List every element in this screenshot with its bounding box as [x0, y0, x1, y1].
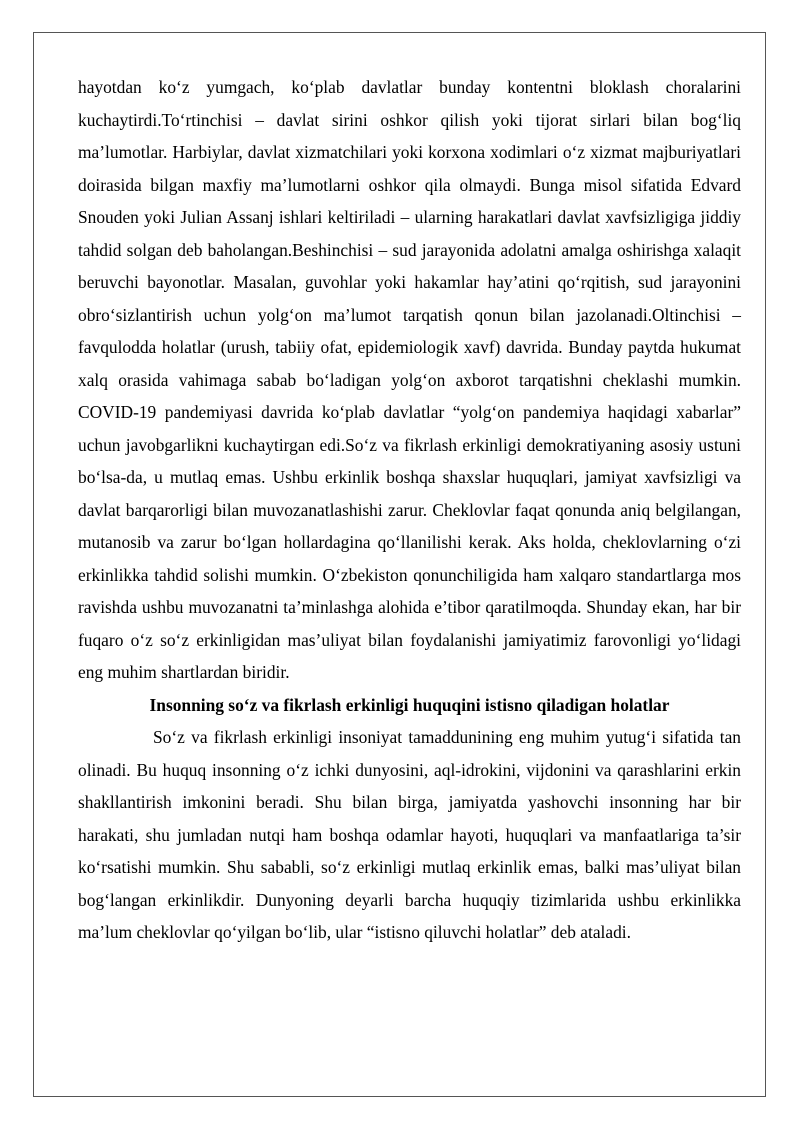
body-paragraph: hayotdan ko‘z yumgach, ko‘plab davlatlar bunday kontentni bloklash choralarini kuchaytirdi.To‘rtinchisi – davlat sirini oshkor qilish yoki tijorat sirlari bilan bog‘liq ma’lumotlar. Harbiylar, davlat xizmatchilari yoki korxona xodimlari o‘z xizmat majburiyatlari doirasida bilgan maxfiy ma’lumotlarni oshkor qila olmaydi. Bunga misol sifatida Edvard Snouden yoki Julian Assanj ishlari keltiriladi – ularning harakatlari davlat xavfsizligiga jiddiy tahdid solgan deb baholangan.Beshinchisi – sud jarayonida adolatni amalga oshirishga xalaqit beruvchi bayonotlar. Masalan, guvohlar yoki hakamlar hay’atini qo‘rqitish, sud jarayonini obro‘sizlantirish uchun yolg‘on ma’lumot tarqatish qonun bilan jazolanadi.Oltinchisi – favqulodda holatlar (urush, tabiiy ofat, epidemiologik xavf) davrida. Bunday paytda hukumat xalq orasida vahimaga sabab bo‘ladigan yolg‘on axborot tarqatishni cheklashi mumkin. COVID-19 pandemiyasi davrida ko‘plab davlatlar “yolg‘on pandemiya haqidagi xabarlar” uchun javobgarlikni kuchaytirgan edi.So‘z va fikrlash erkinligi demokratiyaning asosiy ustuni bo‘lsa-da, u mutlaq emas. Ushbu erkinlik boshqa shaxslar huquqlari, jamiyat xavfsizligi va davlat barqarorligi bilan muvozanatlashishi zarur. Cheklovlar faqat qonunda aniq belgilangan, mutanosib va zarur bo‘lgan hollardagina qo‘llanilishi kerak. Aks holda, cheklovlarning o‘zi erkinlikka tahdid solishi mumkin. O‘zbekiston qonunchiligida ham xalqaro standartlarga mos ravishda ushbu muvozanatni ta’minlashga alohida e’tibor qaratilmoqda. Shunday ekan, har bir fuqaro o‘z so‘z erkinligidan mas’uliyat bilan foydalanishi jamiyatimiz farovonligi yo‘lidagi eng muhim shartlardan biridir.	[78, 77, 741, 682]
section-heading: Insonning so‘z va fikrlash erkinligi huquqini istisno qiladigan holatlar	[149, 694, 670, 715]
document-body	[78, 71, 741, 949]
body-paragraph: So‘z va fikrlash erkinligi insoniyat tamaddunining eng muhim yutug‘i sifatida tan olinadi. Bu huquq insonning o‘z ichki dunyosini, aql-idrokini, vijdonini va qarashlarini erkin shakllantirish imkonini beradi. Shu bilan birga, jamiyatda yashovchi insonning har bir harakati, shu jumladan nutqi ham boshqa odamlar hayoti, huquqlari va manfaatlariga ta’sir ko‘rsatishi mumkin. Shu sababli, so‘z erkinligi mutlaq erkinlik emas, balki mas’uliyat bilan bog‘langan erkinlikdir. Dunyoning deyarli barcha huquqiy tizimlarida ushbu erkinlikka ma’lum cheklovlar qo‘yilgan bo‘lib, ular “istisno qiluvchi holatlar” deb ataladi.	[78, 727, 741, 942]
